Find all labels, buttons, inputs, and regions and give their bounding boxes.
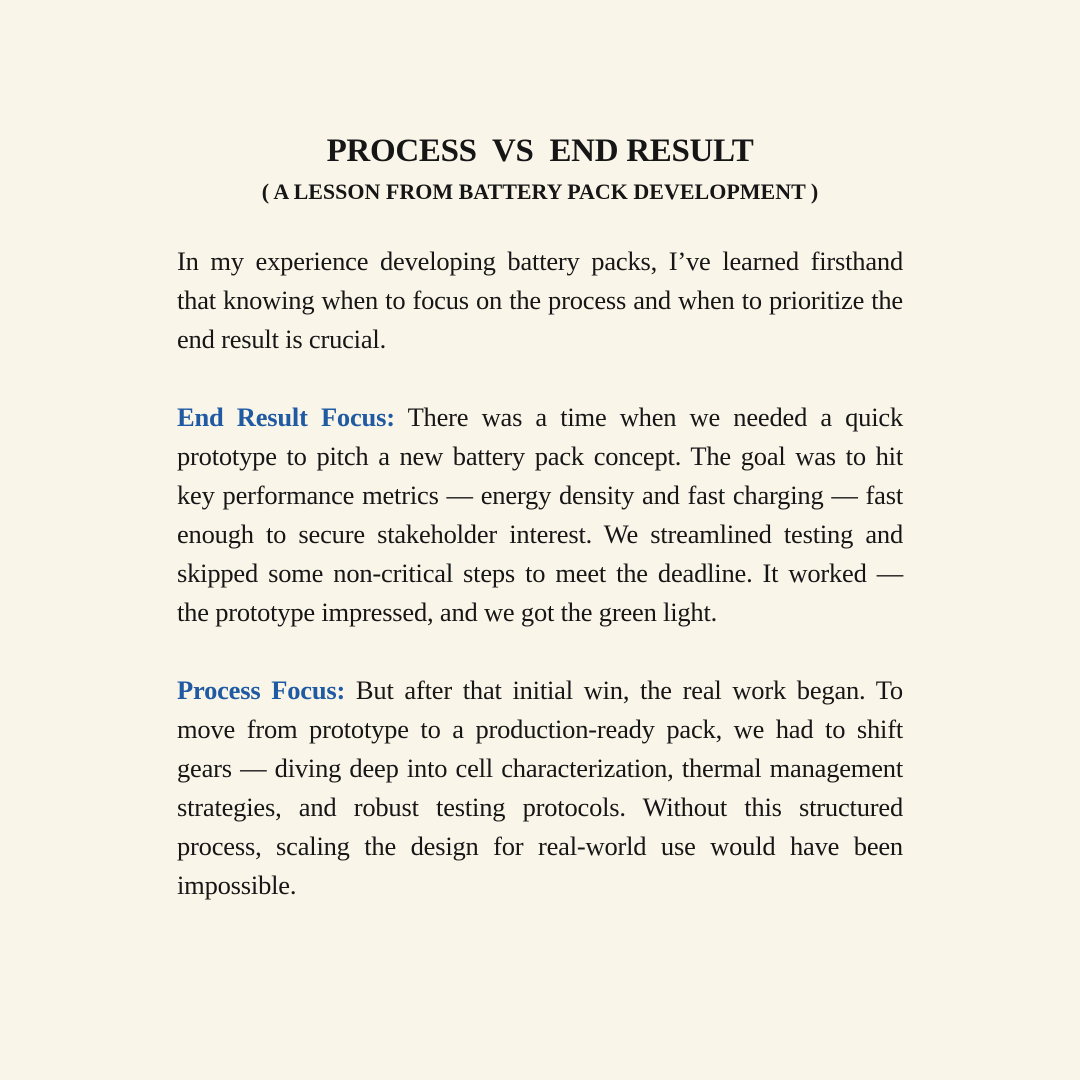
process-paragraph bbox=[177, 671, 903, 905]
end-result-paragraph bbox=[177, 398, 903, 632]
intro-text: In my experience developing battery packs, I’ve learned firsthand that knowing when to focus on the process and when to prioritize the end result is crucial. bbox=[177, 246, 903, 354]
intro-paragraph bbox=[177, 242, 903, 359]
end-result-text: There was a time when we needed a quick prototype to pitch a new battery pack concept. The goal was to hit key performance metrics — energy density and fast charging — fast enough to secure stakeholder interest. We streamlined testing and skipped some non-critical steps to meet the deadline. It worked — the prototype impressed, and we got the green light. bbox=[177, 402, 904, 627]
page-subtitle: ( A LESSON FROM BATTERY PACK DEVELOPMENT ) bbox=[261, 179, 819, 204]
article-body bbox=[177, 242, 903, 905]
process-text: But after that initial win, the real work began. To move from prototype to a production-ready pack, we had to shift gears — diving deep into cell characterization, thermal management strategies, and robust testing protocols. Without this structured process, scaling the design for real-world use would have been impossible. bbox=[177, 675, 903, 900]
page-title: PROCESS VS END RESULT bbox=[326, 133, 754, 169]
process-heading: Process Focus: bbox=[177, 675, 346, 705]
end-result-heading: End Result Focus: bbox=[177, 402, 395, 432]
